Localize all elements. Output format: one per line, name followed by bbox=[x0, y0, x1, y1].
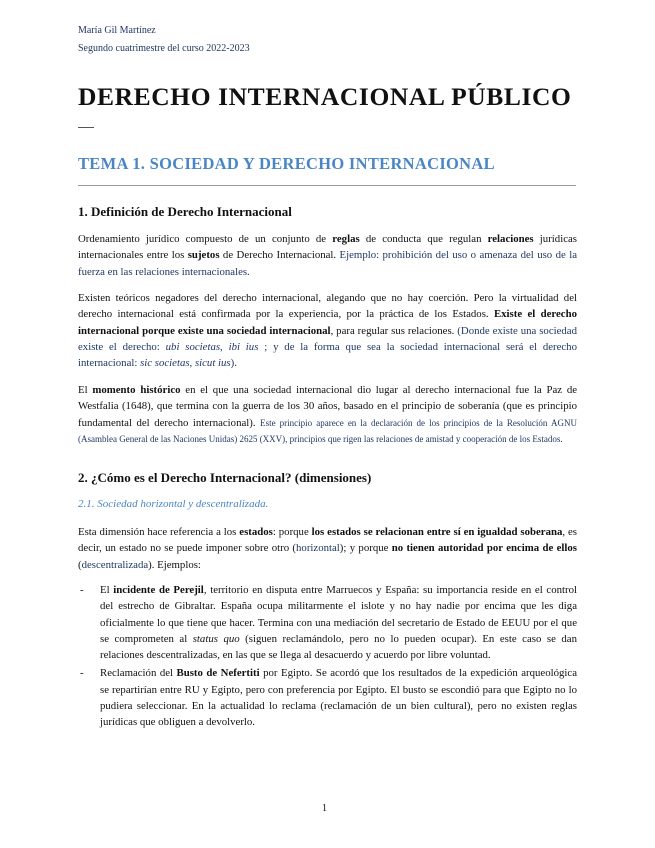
list-item: - El incidente de Perejil, territorio en disputa entre Marruecos y España: su importancia reside en el control del estrecho de Gibraltar. España ocupa militarmente el islote y no hay nadie por encima que les diga oficialmente lo que tiene que hacer. Termina con una mediación del secretario de Estado de EEUU por el que se comprometen al status quo (siguen reclamándolo, pero no lo pueden ocupar). En este caso se dan relaciones descentralizadas, en las que se llega al desacuerdo y acuerdo por libre voluntad. bbox=[80, 584, 577, 662]
subsection-2-1-heading: 2.1. Sociedad horizontal y descentralizada. bbox=[78, 498, 269, 510]
author-name: María Gil Martínez bbox=[78, 25, 156, 36]
section-1-paragraph-3: El momento histórico en el que una sociedad internacional dio lugar al derecho internacional fue la Paz de Westfalia (1648), que termina con la guerra de los 30 años, basado en el principio de soberanía (que es principio fundamental del derecho internacional). Este principio aparece en la declaración de los principios de la Resolución AGNU (Asamblea General de las Naciones Unidas) 2625 (XXV), principios que rigen las relaciones de amistad y cooperación de los Estados. bbox=[78, 384, 578, 444]
section-1-heading: 1. Definición de Derecho Internacional bbox=[78, 204, 292, 219]
section-2-paragraph-1: Esta dimensión hace referencia a los estados: porque los estados se relacionan entre sí en igualdad soberana, es decir, un estado no se puede imponer sobre otro (horizontal); y porque no tienen autoridad por encima de ellos (descentralizada). Ejemplos: bbox=[78, 526, 577, 571]
course-period: Segundo cuatrimestre del curso 2022-2023 bbox=[78, 43, 250, 54]
document-title: DERECHO INTERNACIONAL PÚBLICO bbox=[78, 82, 572, 111]
examples-list bbox=[78, 582, 577, 733]
resolution-note: Este principio aparece en la declaración de los principios de la Resolución AGNU (Asamblea General de las Naciones Unidas) 2625 (XXV), principios que rigen las relaciones de amistad y cooperación de los Estados. bbox=[78, 417, 577, 444]
chapter-divider bbox=[78, 185, 576, 186]
page-number: 1 bbox=[322, 803, 327, 814]
section-2-heading: 2. ¿Cómo es el Derecho Internacional? (dimensiones) bbox=[78, 470, 372, 485]
list-item: - Reclamación del Busto de Nefertiti por Egipto. Se acordó que los resultados de la expedición arqueológica se repartirían entre RU y Egipto, pero con preferencia por Egipto. El busto se escondió para que Egipto no lo pudiera seleccionar. En la actualidad lo reclama (reclamación de un bien cultural), pero no existen reglas jurídicas que obliguen a devolverlo. bbox=[80, 667, 577, 729]
title-underline bbox=[78, 127, 94, 128]
chapter-title: TEMA 1. SOCIEDAD Y DERECHO INTERNACIONAL bbox=[78, 154, 495, 173]
example-note: Ejemplo: prohibición del uso o amenaza del uso de la fuerza en las relaciones internacionales. bbox=[78, 249, 577, 278]
section-1-paragraph-2: Existen teóricos negadores del derecho internacional, alegando que no hay coerción. Pero la virtualidad del derecho internacional está confirmada por la experiencia, por la práctica de los Estados. Existe el derecho internacional porque existe una sociedad internacional, para regular sus relaciones. (Donde existe una sociedad existe el derecho: ubi societas, ibi ius ; y de la forma que sea la sociedad internacional será el derecho internacional: sic societas, sicut ius). bbox=[78, 292, 577, 370]
section-1-paragraph-1: Ordenamiento jurídico compuesto de un conjunto de reglas de conducta que regulan relaciones jurídicas internacionales entre los sujetos de Derecho Internacional. Ejemplo: prohibición del uso o amenaza del uso de la fuerza en las relaciones internacionales. bbox=[78, 233, 577, 278]
